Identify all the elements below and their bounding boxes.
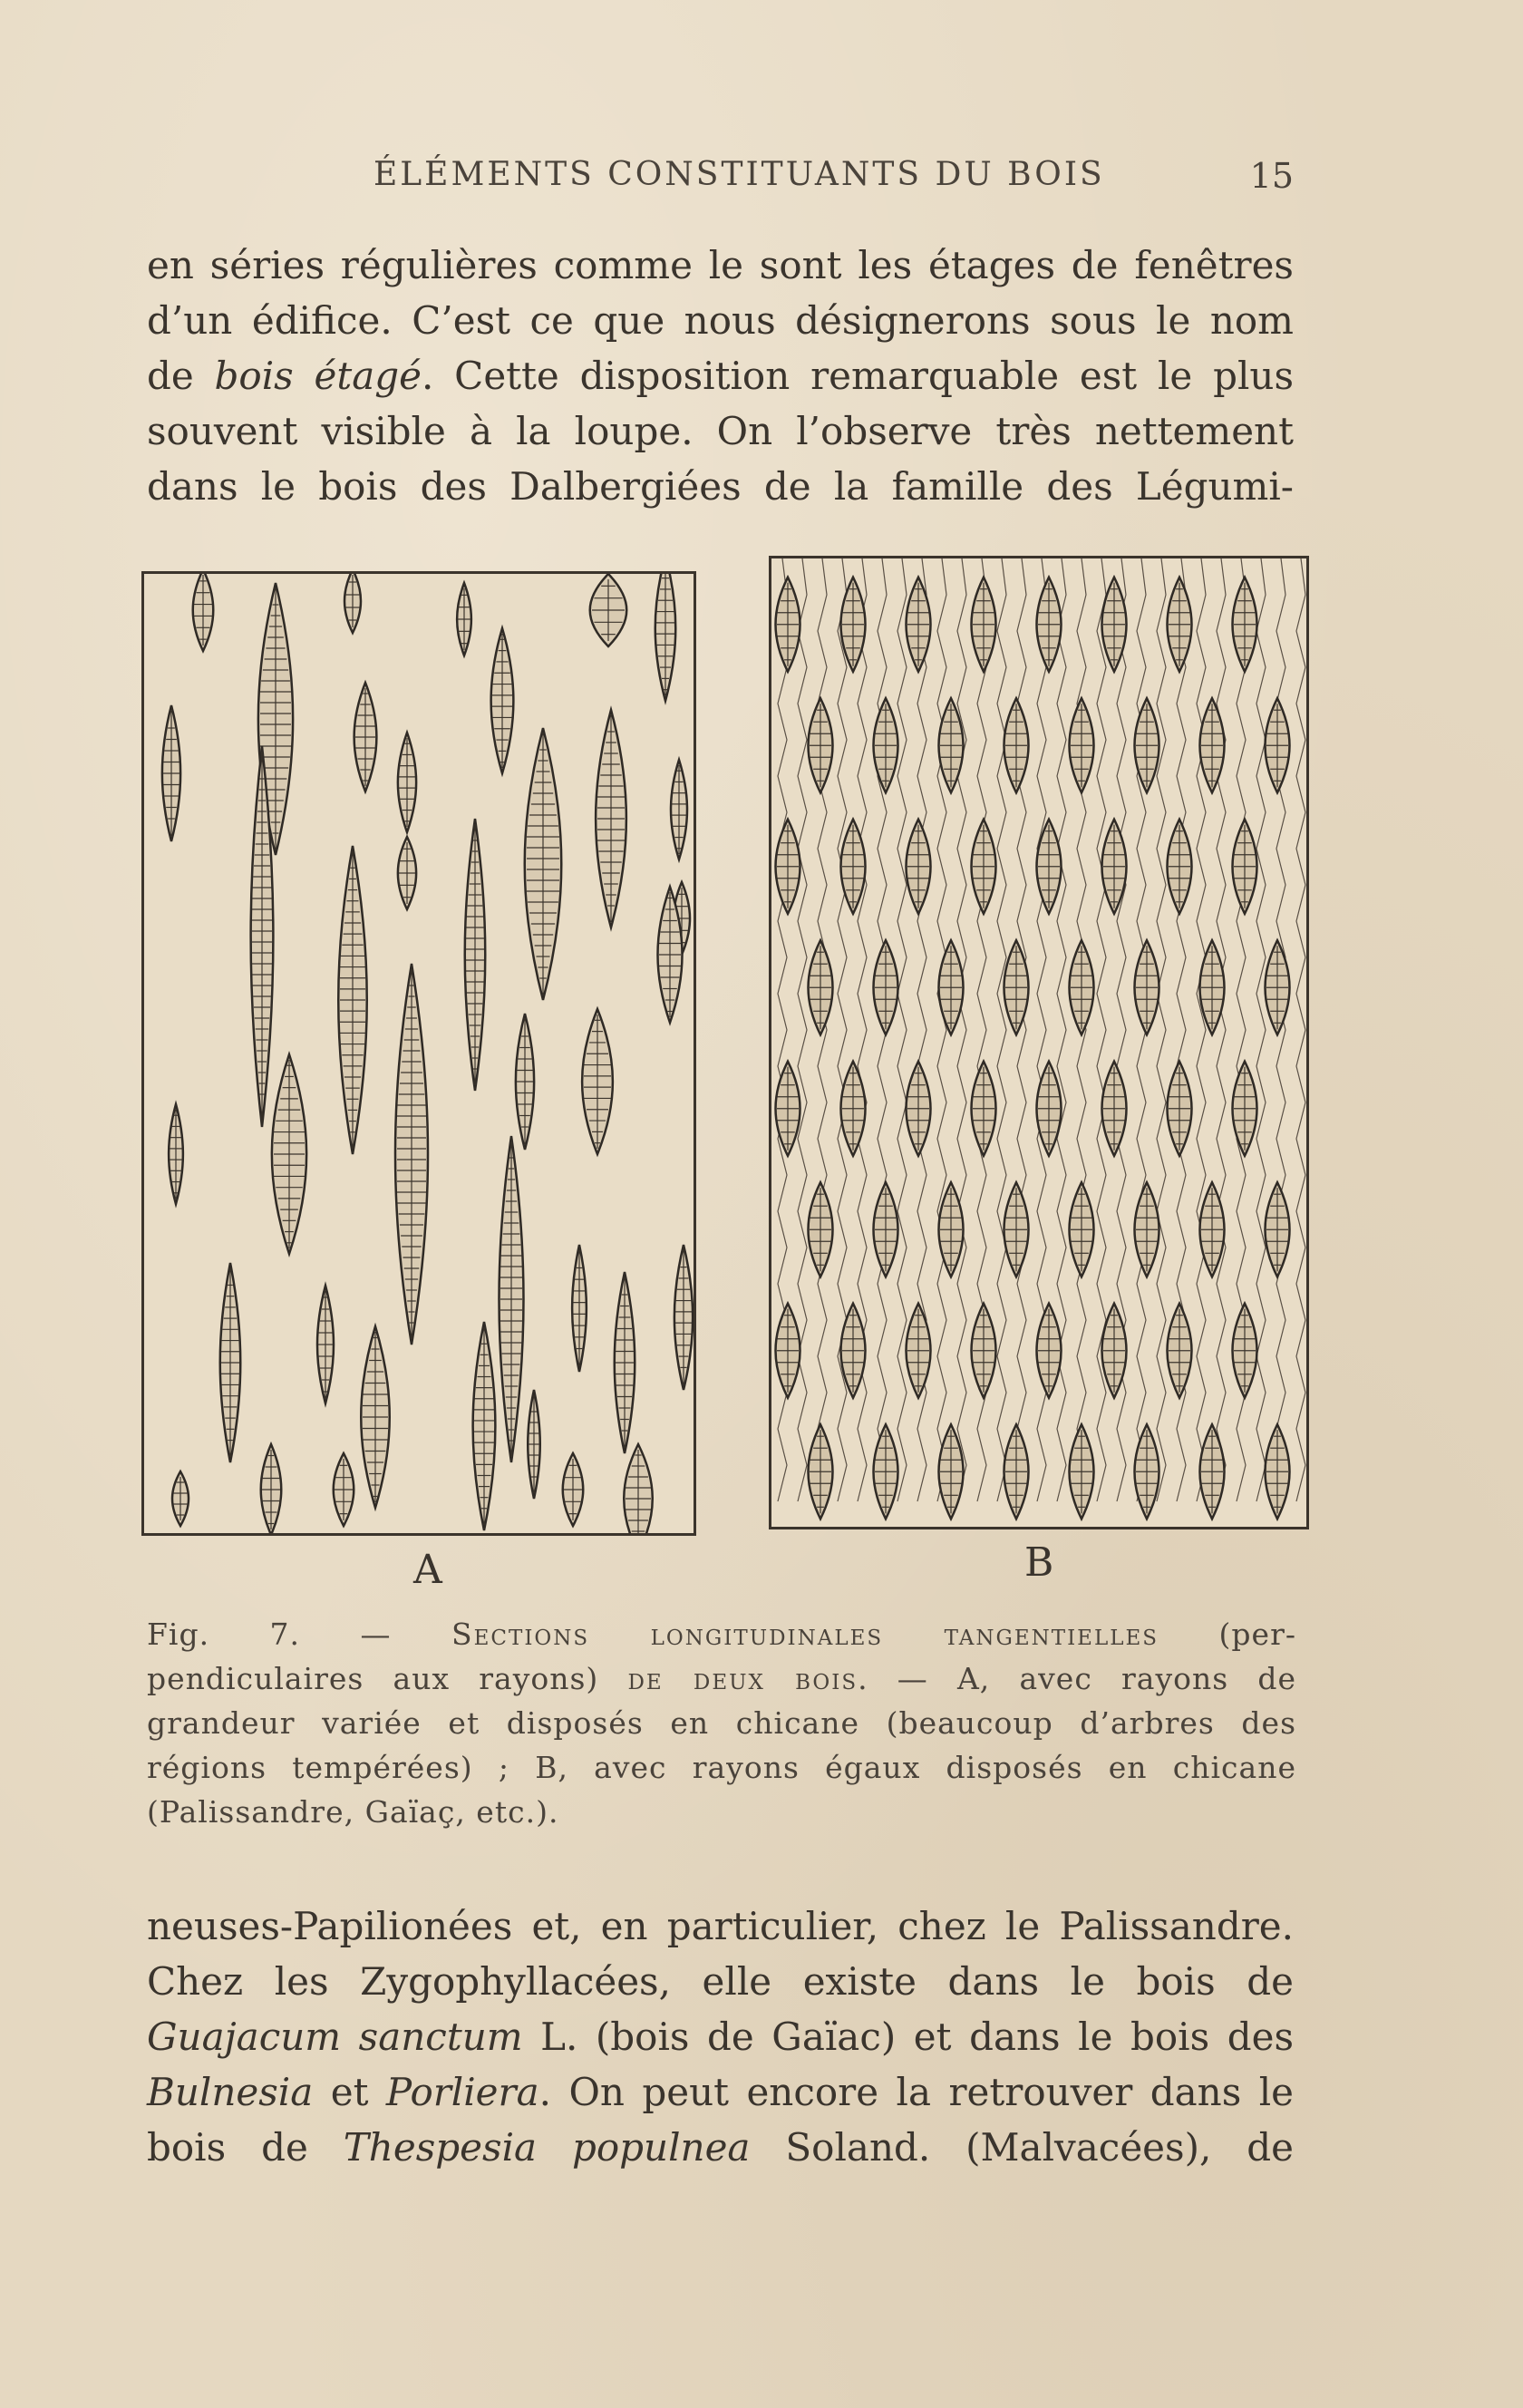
- figure-7: [136, 551, 1305, 1621]
- figure-label-b: B: [1024, 1539, 1054, 1586]
- text-line: Guajacum sanctum L. (bois de Gaïac) et dans le bois des: [147, 2015, 1294, 2059]
- italic-term: Thespesia populnea: [343, 2125, 751, 2170]
- text-line: neuses-Papilionées et, en particulier, chez le Palissandre.: [147, 1904, 1294, 1948]
- caption-line: (Palissandre, Gaïaç, etc.).: [147, 1794, 559, 1830]
- wood-section-a-illustration: [141, 571, 696, 1536]
- paragraph-top: [147, 238, 1294, 514]
- caption-line: grandeur variée et disposés en chicane (beaucoup d’arbres des: [147, 1705, 1296, 1741]
- text-line: en séries régulières comme le sont les étages de fenêtres: [147, 243, 1294, 287]
- figure-label-a: A: [413, 1547, 442, 1593]
- page-number: 15: [1249, 156, 1294, 196]
- text-line: dans le bois des Dalbergiées de la famille des Légumi-: [147, 464, 1294, 509]
- text-line: bois de Thespesia populnea Soland. (Malvacées), de: [147, 2125, 1295, 2170]
- text-line: Chez les Zygophyllacées, elle existe dans le bois de: [147, 1959, 1294, 2004]
- text-line: souvent visible à la loupe. On l’observe très nettement: [147, 409, 1294, 453]
- text-line: de bois étagé. Cette disposition remarquable est le plus: [147, 354, 1294, 398]
- caption-line: pendiculaires aux rayons) de deux bois. — A, avec rayons de: [147, 1661, 1296, 1696]
- running-title: ÉLÉMENTS CONSTITUANTS DU BOIS: [373, 156, 1105, 193]
- italic-term: Bulnesia: [147, 2070, 314, 2114]
- italic-term: Guajacum sanctum: [147, 2015, 523, 2059]
- page-header: [147, 156, 1294, 201]
- paragraph-bottom: [147, 1898, 1294, 2175]
- caption-line: Fig. 7. — Sections longitudinales tangentielles (per-: [147, 1617, 1296, 1652]
- italic-term: Porliera: [385, 2070, 539, 2114]
- wood-section-b-illustration: [769, 556, 1309, 1529]
- italic-term: bois étagé: [214, 354, 422, 398]
- text-line: d’un édifice. C’est ce que nous désignerons sous le nom: [147, 298, 1294, 343]
- figure-caption: [147, 1612, 1296, 1834]
- text-line: Bulnesia et Porliera. On peut encore la retrouver dans le: [147, 2070, 1295, 2114]
- caption-line: régions tempérées) ; B, avec rayons égaux disposés en chicane: [147, 1750, 1296, 1785]
